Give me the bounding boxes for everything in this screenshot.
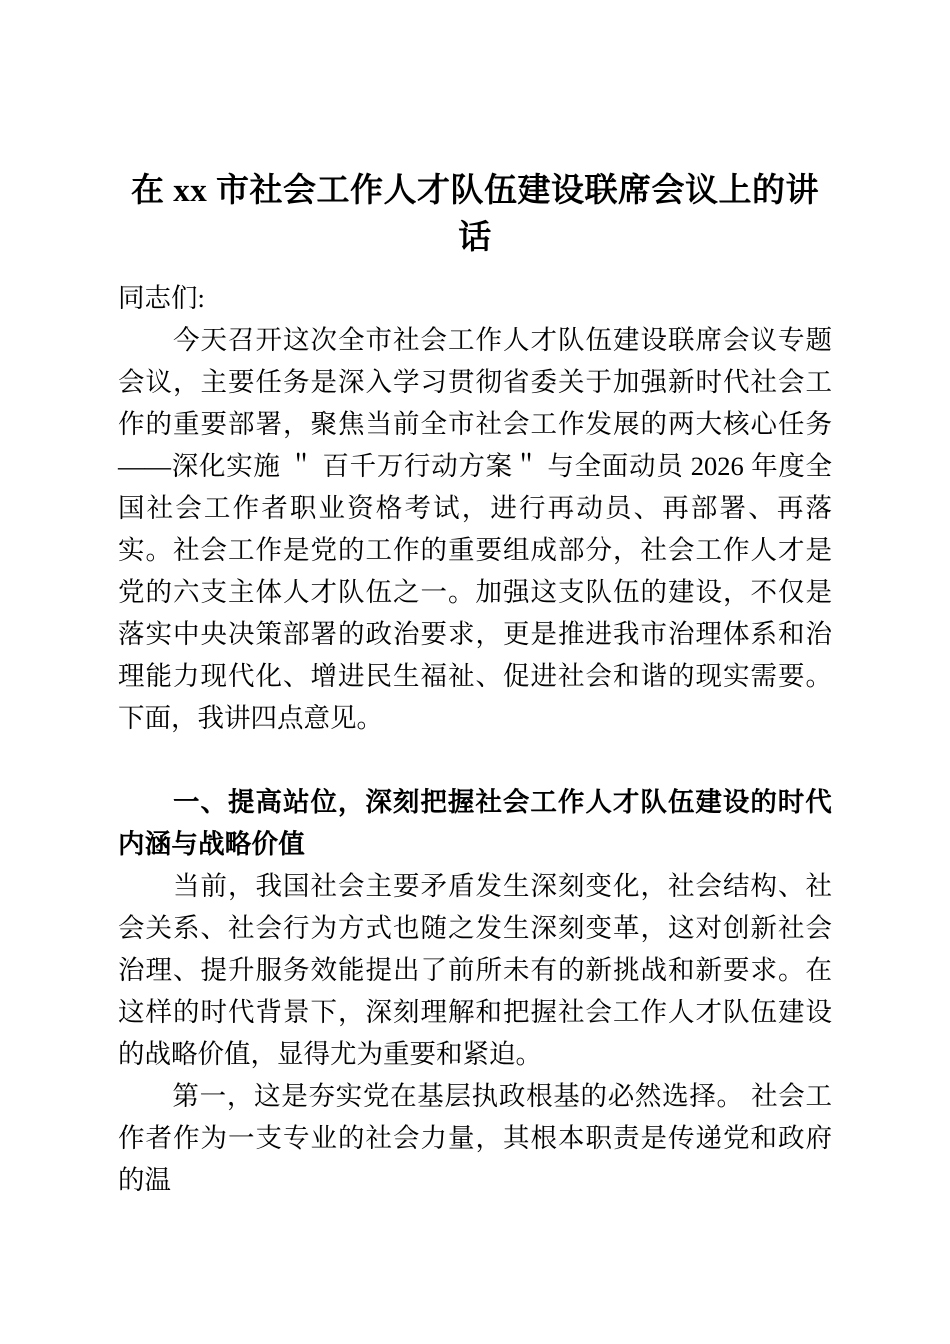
document-body [118,0,839,1344]
paragraph-current-situation: 当前，我国社会主要矛盾发生深刻变化，社会结构、社会关系、社会行为方式也随之发生深刻变革，这对创新社会治理、提升服务效能提出了前所未有的新挑战和新要求。在这样的时代背景下，深刻理解和把握社会工作人才队伍建设的战略价值，显得尤为重要和紧迫。 [118,871,832,1069]
page-title: 在 xx 市社会工作人才队伍建设联席会议上的讲话 [131,173,819,256]
paragraph-intro: 今天召开这次全市社会工作人才队伍建设联席会议专题会议，主要任务是深入学习贯彻省委关于加强新时代社会工作的重要部署，聚焦当前全市社会工作发展的两大核心任务 ——深化实施 ＂ 百千万行动方案＂ 与全面动员 2026 年度全国社会工作者职业资格考试，进行再动员、再部署、再落实。社会工作是党的工作的重要组成部分，社会工作人才是党的六支主体人才队伍之一。加强这支队伍的建设，不仅是落实中央决策部署的政治要求，更是推进我市治理体系和治理能力现代化、增进民生福祉、促进社会和谐的现实需要。下面，我讲四点意见。 [118,325,839,733]
section-heading-one: 一、提高站位，深刻把握社会工作人才队伍建设的时代内涵与战略价值 [118,787,832,859]
paragraph-point-first: 第一，这是夯实党在基层执政根基的必然选择。 社会工作者作为一支专业的社会力量，其根本职责是传递党和政府的温 [118,1081,832,1195]
salutation-line: 同志们: [118,283,205,313]
